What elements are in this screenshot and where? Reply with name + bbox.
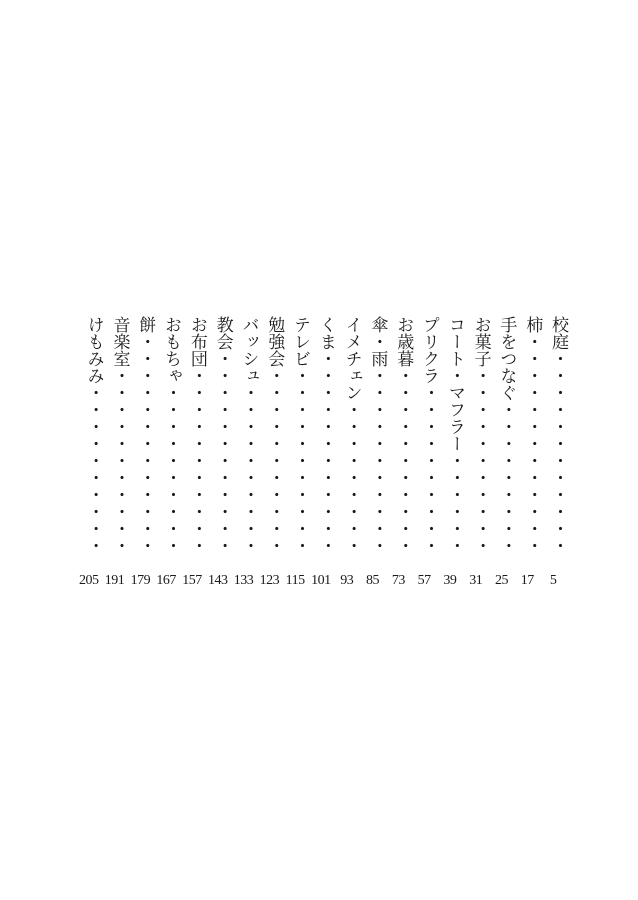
- toc-entry-title: 教会・・・・・・・・・・・・: [212, 316, 233, 554]
- toc-entry: [463, 316, 489, 588]
- toc-entry: [76, 316, 102, 588]
- toc-entry: [153, 316, 182, 588]
- toc-entry-page-number: 157: [182, 573, 202, 588]
- table-of-contents: [76, 316, 566, 588]
- toc-entry: [205, 316, 231, 588]
- toc-entry: [385, 316, 414, 588]
- toc-entry-page-number: 191: [104, 573, 125, 588]
- toc-entry-title: おもちゃ・・・・・・・・・・: [161, 316, 182, 554]
- toc-entry-title: くま・・・・・・・・・・・・: [315, 316, 336, 554]
- toc-entry-title: 傘・雨・・・・・・・・・・・: [367, 316, 388, 554]
- toc-entry-page-number: 73: [391, 573, 405, 588]
- toc-entry-title: 勉強会・・・・・・・・・・・: [264, 316, 285, 554]
- toc-entry-title: 音楽室・・・・・・・・・・・: [109, 316, 130, 554]
- toc-entry-page-number: 123: [259, 573, 280, 588]
- toc-entry: [256, 316, 285, 588]
- toc-entry-page-number: 5: [549, 573, 557, 588]
- toc-entry-page-number: 39: [443, 573, 457, 588]
- toc-entry-page-number: 57: [417, 573, 431, 588]
- toc-entry-title: お菓子・・・・・・・・・・・: [470, 316, 491, 554]
- toc-entry: [127, 316, 156, 588]
- toc-entry: [102, 316, 128, 588]
- toc-entry: [231, 316, 257, 588]
- toc-entry: [489, 316, 515, 588]
- toc-entry-title: プリクラ・・・・・・・・・・: [419, 316, 440, 554]
- toc-entry: [334, 316, 360, 588]
- toc-entry-page-number: 25: [495, 573, 508, 588]
- toc-entry-page-number: 205: [79, 573, 99, 588]
- toc-entry-page-number: 133: [233, 573, 254, 588]
- toc-entry: [179, 316, 205, 588]
- toc-entry-page-number: 31: [469, 573, 483, 588]
- toc-entry: [437, 316, 463, 588]
- toc-entry-title: コート・マフラー・・・・・・: [444, 316, 465, 554]
- toc-entry-title: イメチェン・・・・・・・・・: [341, 316, 362, 554]
- toc-entry-title: お布団・・・・・・・・・・・: [186, 316, 207, 554]
- toc-entry-page-number: 167: [156, 573, 176, 588]
- toc-entry: [411, 316, 440, 588]
- toc-entry-title: 柿・・・・・・・・・・・・・: [522, 316, 543, 554]
- toc-entry: [360, 316, 386, 588]
- toc-entry-page-number: 93: [340, 573, 354, 588]
- toc-entry-page-number: 17: [520, 573, 534, 588]
- toc-entry-title: お歳暮・・・・・・・・・・・: [393, 316, 414, 554]
- toc-entry-page-number: 101: [311, 573, 331, 588]
- toc-entry-page-number: 143: [207, 573, 228, 588]
- toc-entry: [540, 316, 566, 588]
- toc-entry-page-number: 115: [285, 573, 305, 588]
- toc-entry: [282, 316, 311, 588]
- toc-entry-title: 校庭・・・・・・・・・・・・: [548, 316, 568, 554]
- toc-entry-title: 手をつなぐ・・・・・・・・・: [496, 316, 517, 554]
- toc-entry-title: テレビ・・・・・・・・・・・: [290, 316, 311, 554]
- toc-entry-page-number: 179: [130, 573, 151, 588]
- toc-entry: [308, 316, 334, 588]
- toc-entry-title: バッシュ・・・・・・・・・・: [238, 316, 259, 554]
- toc-entry: [514, 316, 543, 588]
- toc-entry-page-number: 85: [366, 573, 380, 588]
- toc-entry-title: 餅・・・・・・・・・・・・・: [135, 316, 156, 554]
- toc-entry-title: けもみみ・・・・・・・・・・: [83, 316, 104, 554]
